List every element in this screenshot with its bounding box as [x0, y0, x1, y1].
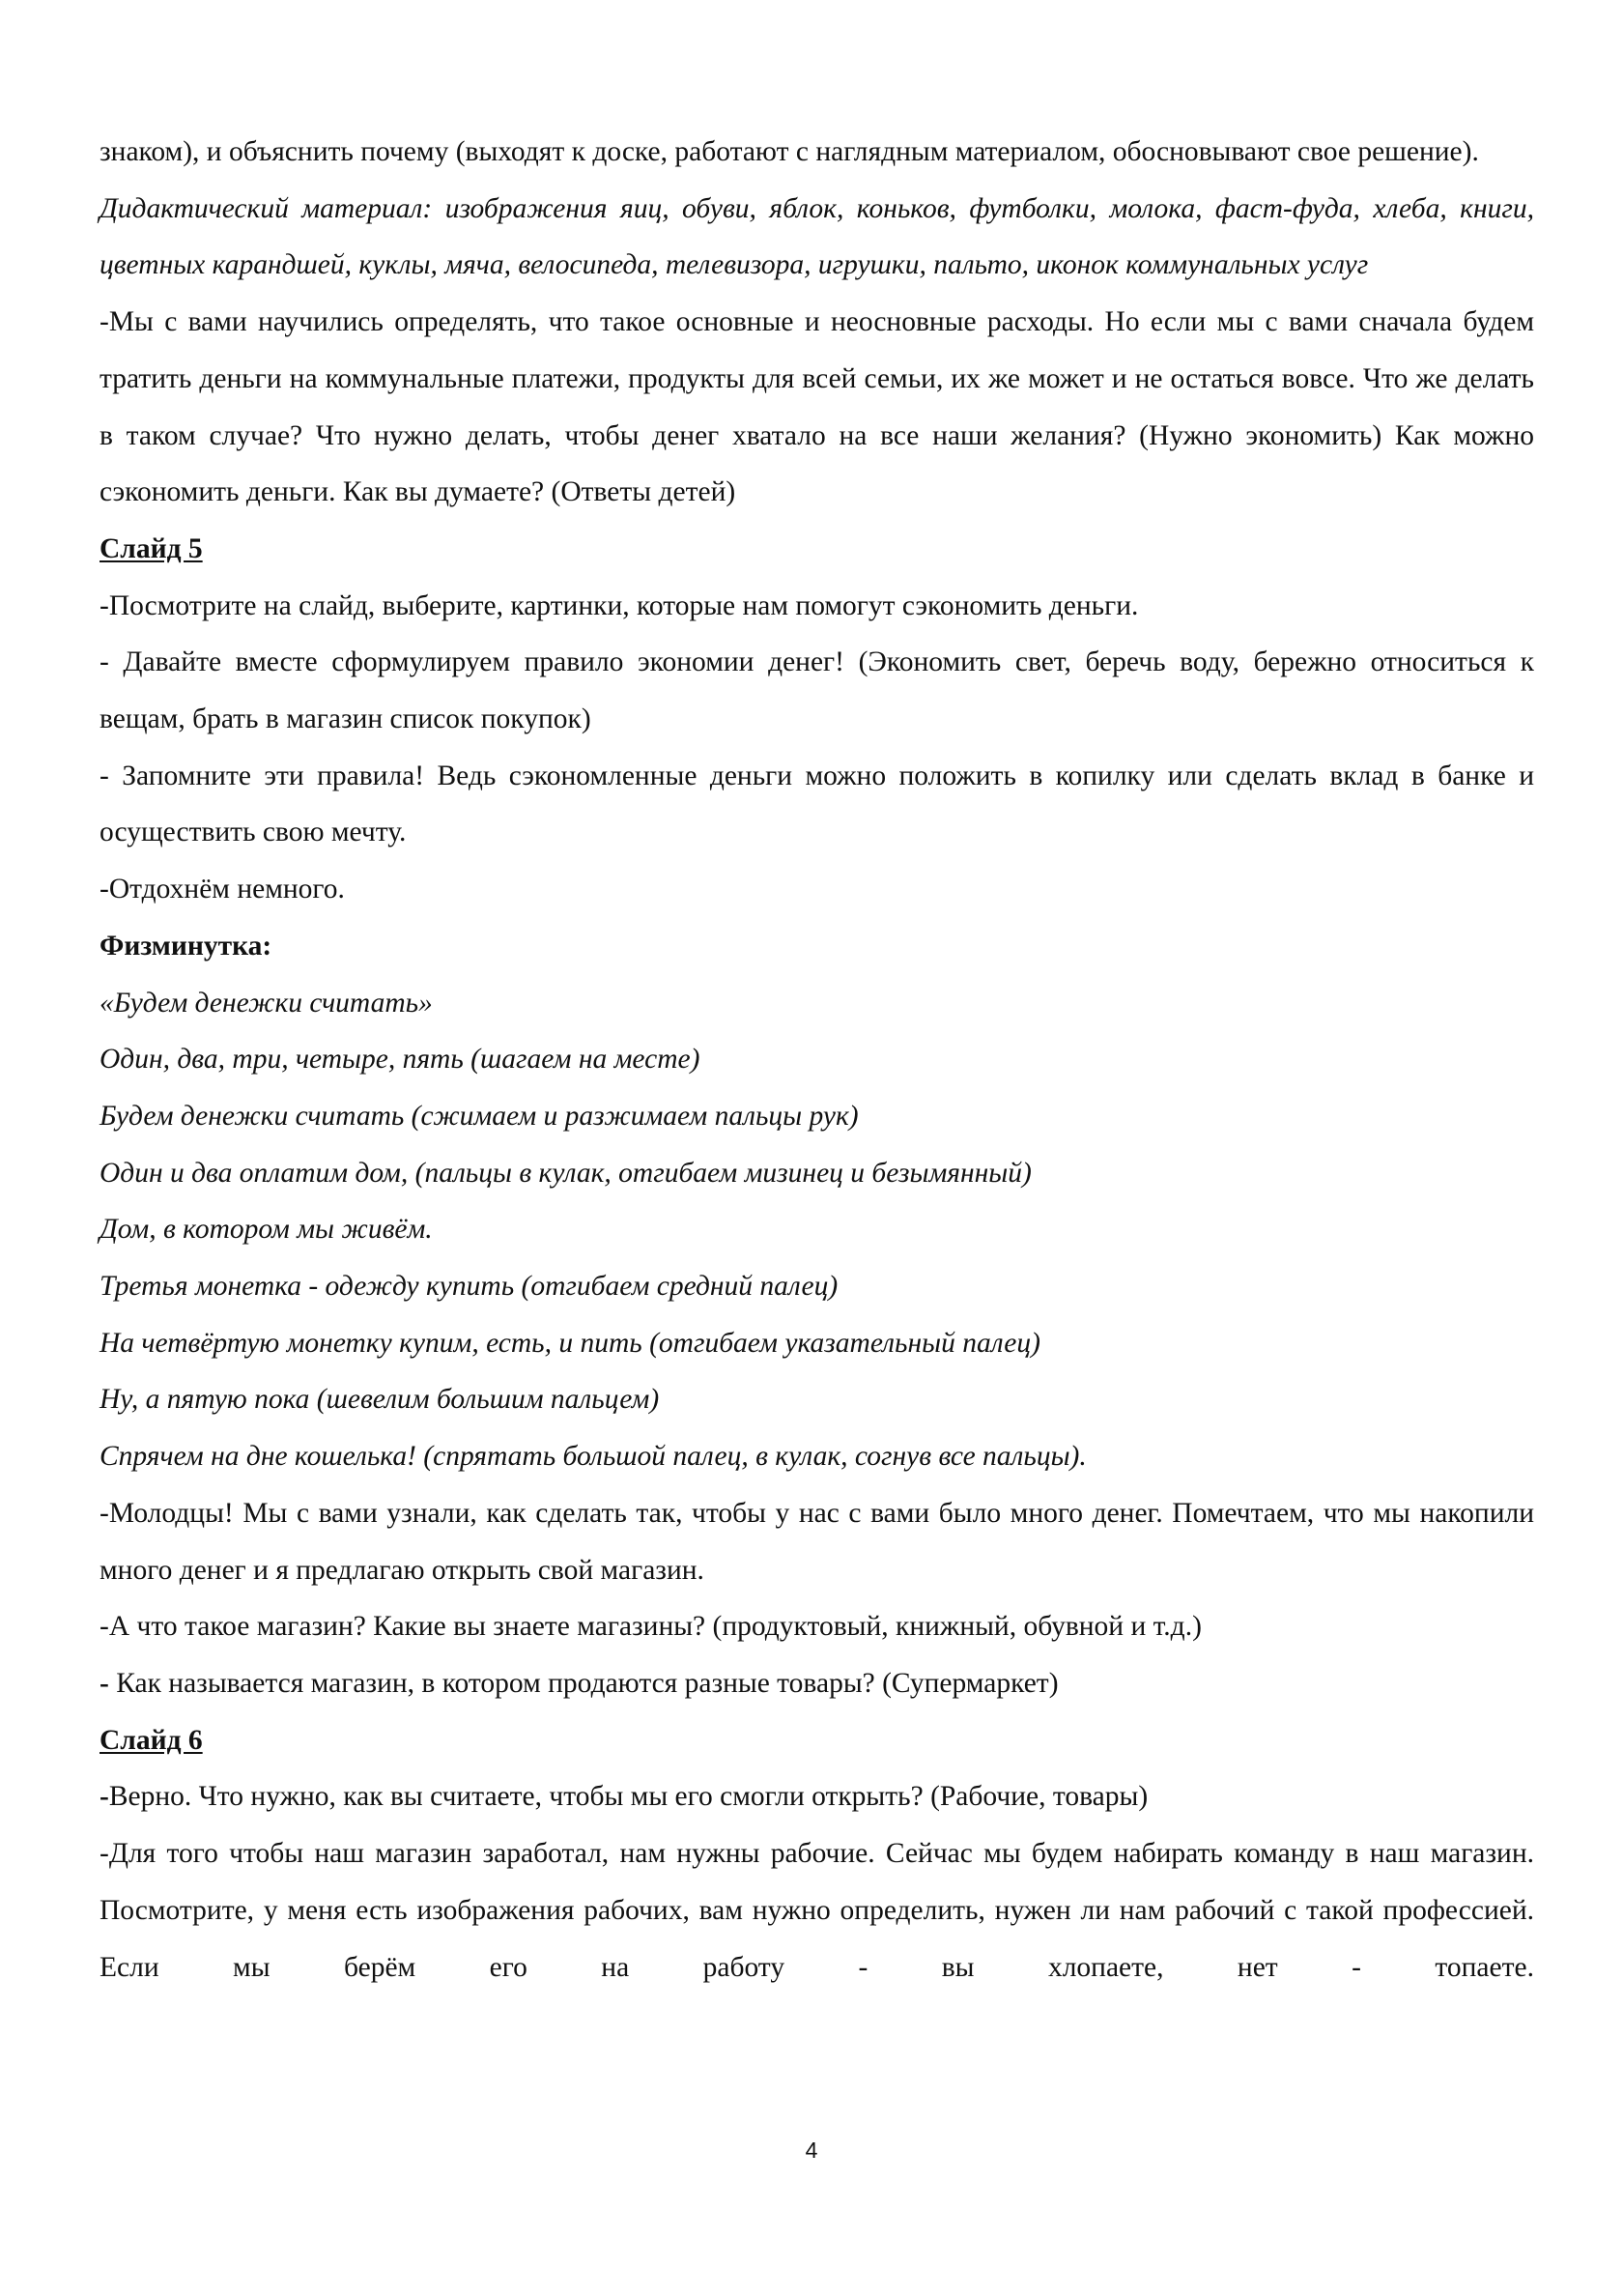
- paragraph: Будем денежки считать (сжимаем и разжимаем пальцы рук): [100, 1100, 859, 1132]
- paragraph-text: Верно. Что нужно, как вы считаете, чтобы мы его смогли открыть? (Рабочие, товары): [108, 1781, 1149, 1813]
- section-heading: Физминутка:: [100, 930, 272, 961]
- paragraph: Один и два оплатим дом, (пальцы в кулак, отгибаем мизинец и безымянный): [100, 1157, 1032, 1189]
- slide-heading: [100, 521, 1534, 578]
- slide-heading-text: Слайд 6: [100, 1724, 203, 1756]
- paragraph: Дидактический материал: изображения яиц, обуви, яблок, коньков, футболки, молока, фаст-фуда, хлеба, книги, цветных карандшей, куклы, мяча, велосипеда, телевизора, игрушки, пальто, иконок коммунальных услуг: [100, 192, 1534, 281]
- paragraph: -А что такое магазин? Какие вы знаете магазины? (продуктовый, книжный, обувной и т.д.): [100, 1611, 1202, 1643]
- paragraph: Один, два, три, четыре, пять (шагаем на месте): [100, 1044, 700, 1076]
- paragraph: -Посмотрите на слайд, выберите, картинки, которые нам помогут сэкономить деньги.: [100, 589, 1139, 621]
- paragraph: Дом, в котором мы живём.: [100, 1214, 433, 1246]
- paragraph: Спрячем на дне кошелька! (спрятать большой палец, в кулак, согнув все пальцы).: [100, 1441, 1087, 1473]
- paragraph: Ну, а пятую пока (шевелим большим пальцем): [100, 1384, 660, 1416]
- paragraph: На четвёртую монетку купим, есть, и пить (отгибаем указательный палец): [100, 1327, 1040, 1359]
- document-page: [100, 124, 1534, 1995]
- slide-heading: [100, 1712, 1534, 1769]
- slide-heading-text: Слайд 5: [100, 532, 203, 564]
- paragraph: - Как называется магазин, в котором продаются разные товары? (Супермаркет): [100, 1667, 1059, 1699]
- paragraph: -Отдохнём немного.: [100, 874, 345, 905]
- paragraph-text: Как называется магазин, в котором продаются разные товары? (Супермаркет): [108, 1667, 1059, 1699]
- paragraph: -Верно. Что нужно, как вы считаете, чтобы мы его смогли открыть? (Рабочие, товары): [100, 1781, 1149, 1813]
- paragraph: «Будем денежки считать»: [100, 987, 433, 1019]
- paragraph: знаком), и объяснить почему (выходят к доске, работают с наглядным материалом, обосновывают свое решение).: [100, 136, 1479, 167]
- paragraph: -Для того чтобы наш магазин заработал, нам нужны рабочие. Сейчас мы будем набирать команду в наш магазин. Посмотрите, у меня есть изображения рабочих, вам нужно определить, нужен ли нам рабочий с такой профессией. Если мы берём его на работу - вы хлопаете, нет - топаете.: [100, 1838, 1534, 1983]
- paragraph: -Молодцы! Мы с вами узнали, как сделать так, чтобы у нас с вами было много денег. Помечтаем, что мы накопили много денег и я предлагаю открыть свой магазин.: [100, 1497, 1534, 1586]
- paragraph: - Давайте вместе сформулируем правило экономии денег! (Экономить свет, беречь воду, бережно относиться к вещам, брать в магазин список покупок): [100, 646, 1534, 735]
- paragraph: - Запомните эти правила! Ведь сэкономленные деньги можно положить в копилку или сделать вклад в банке и осуществить свою мечту.: [100, 760, 1534, 848]
- paragraph: -Мы с вами научились определять, что такое основные и неосновные расходы. Но если мы с вами сначала будем тратить деньги на коммунальные платежи, продукты для всей семьи, их же может и не остаться вовсе. Что же делать в таком случае? Что нужно делать, чтобы денег хватало на все наши желания? (Нужно экономить) Как можно сэкономить деньги. Как вы думаете? (Ответы детей): [100, 306, 1534, 508]
- paragraph: Третья монетка - одежду купить (отгибаем средний палец): [100, 1271, 839, 1303]
- page-number: 4: [805, 2138, 818, 2163]
